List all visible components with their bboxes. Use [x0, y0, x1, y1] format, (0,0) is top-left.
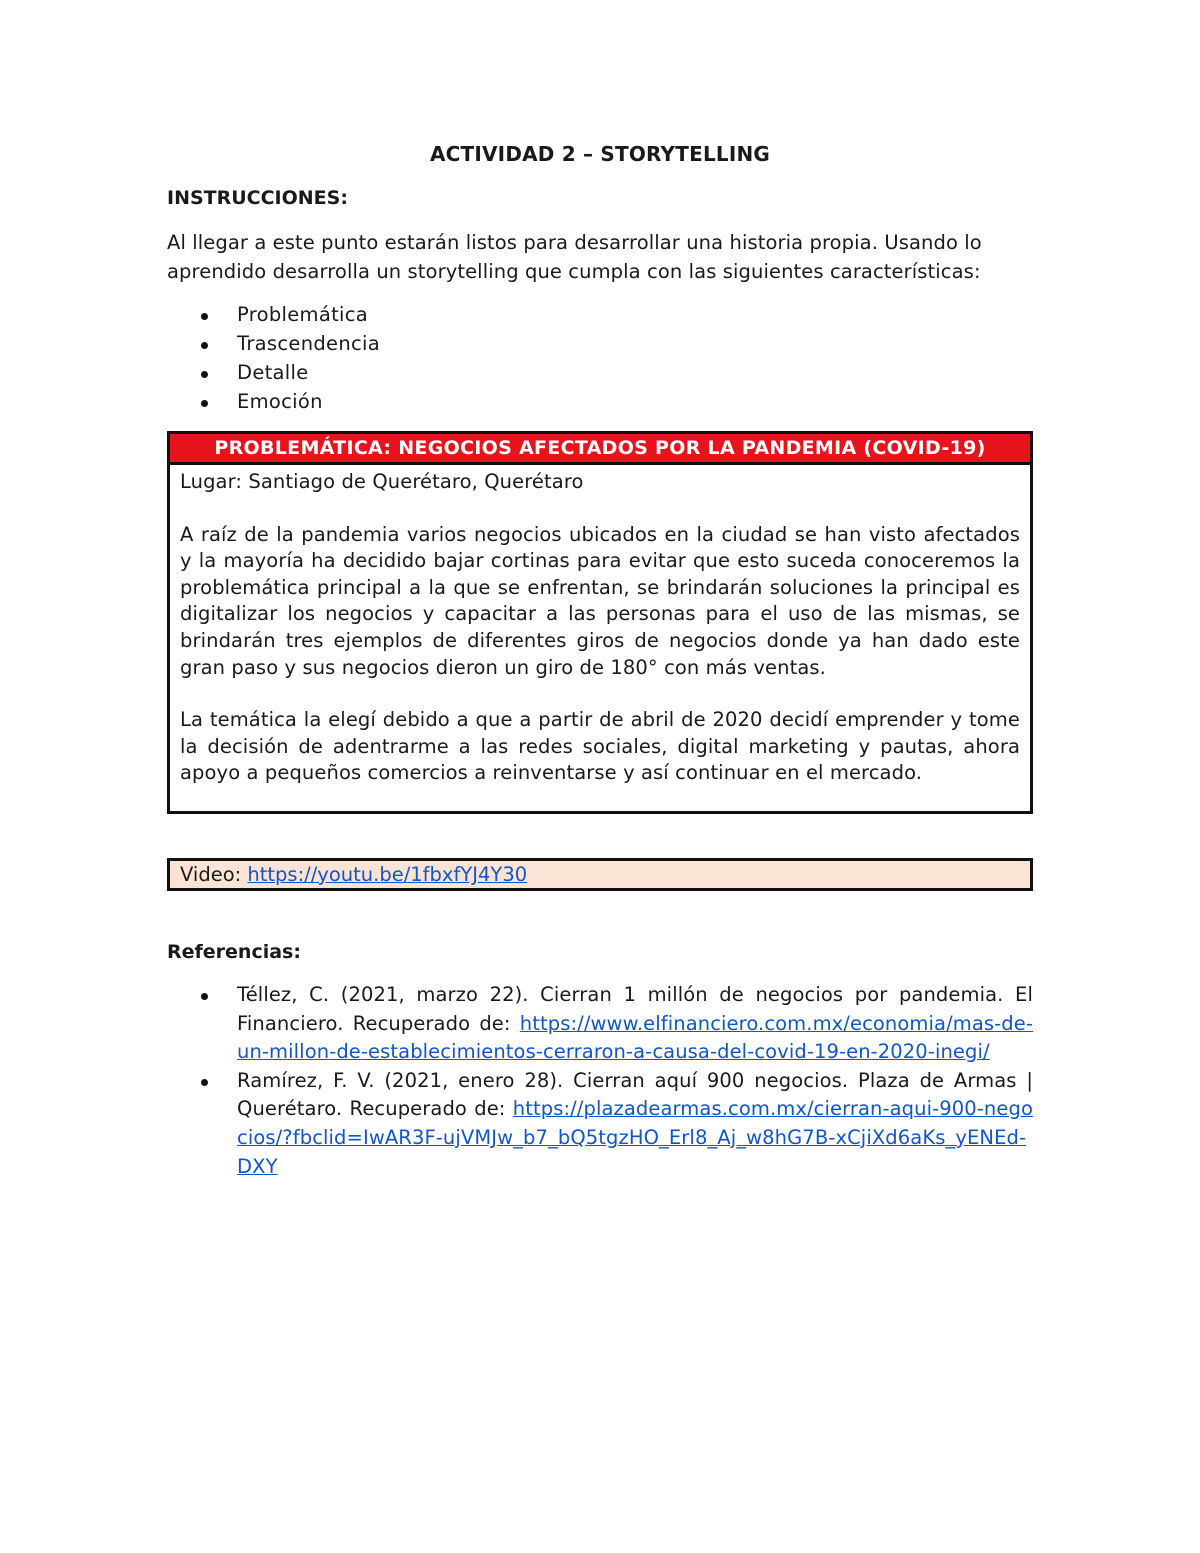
- document-content: [167, 140, 1033, 1181]
- problem-box: [167, 431, 1033, 814]
- reference-text: Ramírez, F. V. (2021, enero 28). Cierran aquí 900 negocios. Plaza de Armas | Querétaro. Recuperado de:: [237, 1068, 1033, 1121]
- list-item: [167, 981, 1033, 1067]
- document-title: ACTIVIDAD 2 – STORYTELLING: [429, 142, 771, 166]
- characteristics-list: [167, 300, 1033, 416]
- list-item: [167, 387, 1033, 416]
- list-item: [167, 329, 1033, 358]
- list-item: [167, 358, 1033, 387]
- bullet-icon: [201, 342, 208, 349]
- problem-box-header: PROBLEMÁTICA: NEGOCIOS AFECTADOS POR LA PANDEMIA (COVID-19): [170, 434, 1030, 465]
- references-heading: Referencias:: [167, 940, 301, 963]
- reference-link[interactable]: https://plazadearmas.com.mx/cierran-aqui-900-negocios/?fbclid=IwAR3F-ujVMJw_b7_bQ5tgzHO_Erl8_Aj_w8hG7B-xCjiXd6aKs_yENEd-DXY: [237, 1097, 1033, 1178]
- characteristic-label: Detalle: [237, 361, 309, 384]
- list-item: [167, 300, 1033, 329]
- problem-paragraph-2: La temática la elegí debido a que a partir de abril de 2020 decidí emprender y tome la decisión de adentrarme a las redes sociales, digital marketing y pautas, ahora apoyo a pequeños comercios a reinventarse y así continuar en el mercado.: [180, 708, 1020, 785]
- problem-paragraph-1: A raíz de la pandemia varios negocios ubicados en la ciudad se han visto afectados y la mayoría ha decidido bajar cortinas para evitar que esto suceda conoceremos la problemática principal a la que se enfrentan, se brindarán soluciones la principal es digitalizar los negocios y capacitar a las personas para el uso de las mismas, se brindarán tres ejemplos de diferentes giros de negocios donde ya han dado este gran paso y sus negocios dieron un giro de 180° con más ventas.: [180, 522, 1020, 679]
- instructions-heading: INSTRUCCIONES:: [167, 187, 348, 209]
- bullet-icon: [201, 1079, 208, 1086]
- bullet-icon: [201, 993, 208, 1000]
- list-item: [167, 1067, 1033, 1181]
- bullet-icon: [201, 400, 208, 407]
- bullet-icon: [201, 313, 208, 320]
- video-box: [167, 858, 1033, 891]
- bullet-icon: [201, 371, 208, 378]
- references-list: [167, 981, 1033, 1181]
- characteristic-label: Problemática: [237, 303, 369, 326]
- instructions-text: Al llegar a este punto estarán listos para desarrollar una historia propia. Usando lo aprendido desarrolla un storytelling que cumpla con las siguientes características:: [167, 231, 982, 283]
- video-label: Video:: [180, 862, 248, 886]
- characteristic-label: Trascendencia: [237, 332, 380, 355]
- video-link[interactable]: https://youtu.be/1fbxfYJ4Y30: [247, 862, 528, 886]
- reference-link[interactable]: https://www.elfinanciero.com.mx/economia/mas-de-un-millon-de-establecimientos-cerraron-a-causa-del-covid-19-en-2020-inegi/: [237, 1011, 1033, 1064]
- problem-place: Lugar: Santiago de Querétaro, Querétaro: [180, 470, 584, 493]
- characteristic-label: Emoción: [237, 390, 323, 413]
- problem-box-body: [170, 465, 1030, 811]
- reference-text: Téllez, C. (2021, marzo 22). Cierran 1 millón de negocios por pandemia. El Financiero. Recuperado de:: [237, 982, 1033, 1035]
